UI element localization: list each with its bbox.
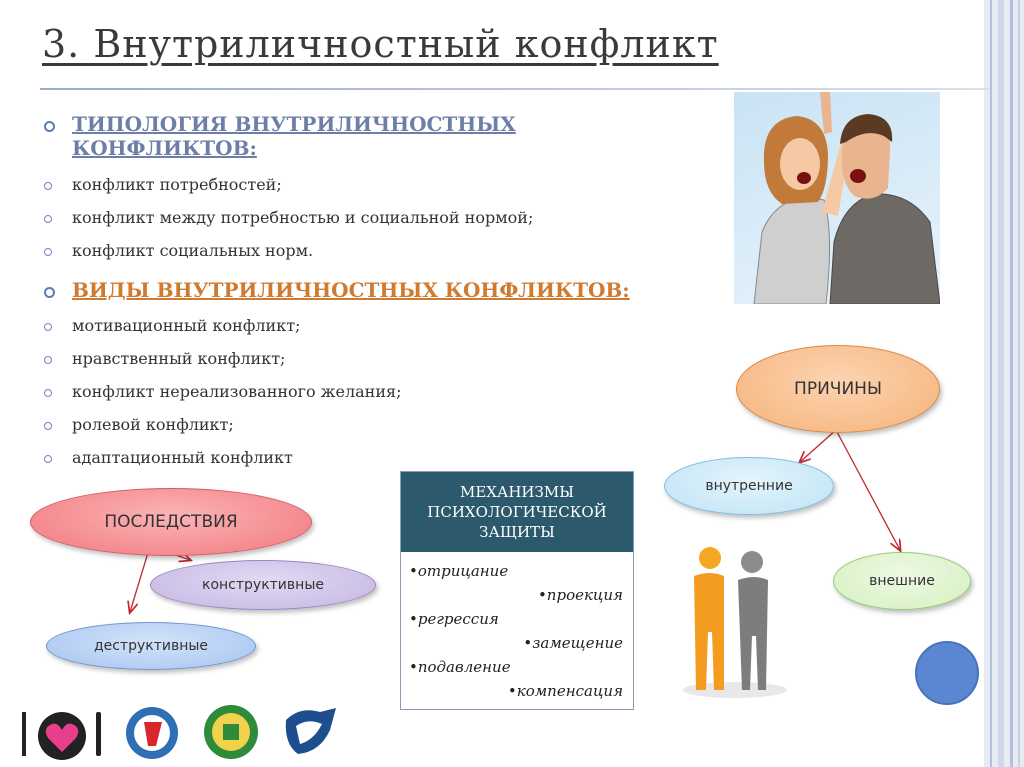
- slide-title: 3. Внутриличностный конфликт: [42, 22, 719, 66]
- typology-heading-line1: ТИПОЛОГИЯ ВНУТРИЛИЧНОСТНЫХ: [72, 112, 516, 136]
- logo-rso: [280, 700, 342, 762]
- mechanisms-header-line1: МЕХАНИЗМЫ: [460, 483, 574, 501]
- list-item: адаптационный конфликт: [44, 441, 401, 474]
- causes-ellipse: [736, 345, 940, 433]
- logo-globe: [122, 704, 182, 762]
- causes-label: ПРИЧИНЫ: [794, 379, 882, 399]
- mechanism-item: •проекция: [537, 586, 623, 604]
- mechanisms-header-line2: ПСИХОЛОГИЧЕСКОЙ: [427, 503, 607, 521]
- typology-heading-line2: КОНФЛИКТОВ:: [72, 136, 257, 160]
- frame-stripe: [1010, 0, 1013, 767]
- logo-emblem: [202, 702, 260, 762]
- external-label: внешние: [869, 573, 935, 589]
- frame-stripe: [1018, 0, 1020, 767]
- list-item: конфликт социальных норм.: [44, 234, 533, 267]
- mechanism-item: •компенсация: [507, 682, 623, 700]
- internal-label: внутренние: [705, 478, 793, 494]
- frame-stripe: [990, 0, 992, 767]
- mechanism-item: •регрессия: [409, 610, 499, 628]
- mechanisms-header: [401, 472, 633, 552]
- destructive-label: деструктивные: [93, 638, 209, 654]
- arguing-couple-illustration: [734, 92, 940, 304]
- frame-stripe: [998, 0, 1004, 767]
- consequences-label: ПОСЛЕДСТВИЯ: [104, 512, 238, 532]
- typology-list: [44, 168, 533, 267]
- logo-heart: [18, 704, 106, 762]
- mechanisms-header-line3: ЗАЩИТЫ: [479, 523, 555, 541]
- constructive-label: конструктивные: [202, 577, 324, 593]
- mechanism-item: •замещение: [523, 634, 623, 652]
- list-item: конфликт между потребностью и социальной нормой;: [44, 201, 533, 234]
- list-item: ролевой конфликт;: [44, 408, 401, 441]
- constructive-ellipse: [150, 560, 376, 610]
- external-ellipse: [833, 552, 971, 610]
- two-figures-icon: [680, 540, 790, 700]
- list-item: конфликт потребностей;: [44, 168, 533, 201]
- kinds-list: [44, 309, 401, 474]
- kinds-heading: ВИДЫ ВНУТРИЛИЧНОСТНЫХ КОНФЛИКТОВ:: [44, 278, 630, 302]
- mechanism-item: •отрицание: [409, 562, 509, 580]
- consequences-ellipse: [30, 488, 312, 556]
- internal-ellipse: [664, 457, 834, 515]
- title-divider: [40, 88, 990, 90]
- list-item: нравственный конфликт;: [44, 342, 401, 375]
- list-item: мотивационный конфликт;: [44, 309, 401, 342]
- destructive-ellipse: [46, 622, 256, 670]
- mechanisms-box: [400, 471, 634, 710]
- list-item: конфликт нереализованного желания;: [44, 375, 401, 408]
- accent-circle: [915, 641, 979, 705]
- typology-heading: [44, 112, 516, 160]
- mechanism-item: •подавление: [409, 658, 511, 676]
